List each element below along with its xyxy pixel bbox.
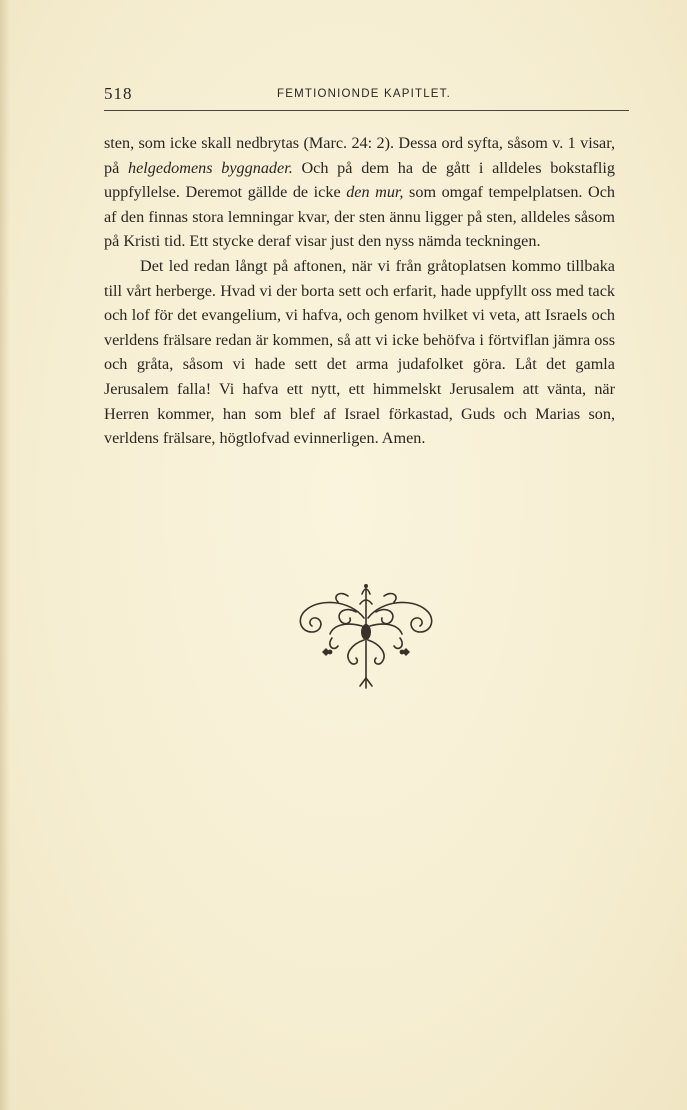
page-number: 518 (104, 84, 133, 103)
body-text (104, 131, 615, 451)
running-head: FEMTIONIONDE KAPITLET. (277, 88, 452, 100)
floral-scroll-ornament-icon (290, 582, 442, 690)
paragraph-1-text-c: Och på dem ha de gått i alldeles bokstaflig uppfyllelse. Deremot gällde de icke (104, 158, 615, 202)
page-header (104, 84, 629, 112)
paragraph-1-text-e: som omgaf tempelplatsen. Och af den finnas stora lemningar kvar, der sten ännu ligger på sten, alldeles såsom på Kristi tid. Ett stycke deraf visar just den nyss nämda teckningen. (104, 183, 615, 251)
header-rule (104, 110, 629, 111)
paragraph-1 (104, 131, 615, 254)
paragraph-1-italic-d: den mur, (346, 183, 404, 202)
page-edge-shadow (0, 0, 10, 1110)
paragraph-1-text-a: sten, som icke skall nedbrytas (Marc. 24: 2). Dessa ord syfta, såsom v. 1 visar, på (104, 134, 615, 177)
paragraph-2 (104, 254, 615, 451)
paragraph-1-italic-b: helgedomens byggnader. (128, 158, 293, 177)
paragraph-2-text: Det led redan långt på aftonen, när vi från gråtoplatsen kommo tillbaka till vårt herberge. Hvad vi der borta sett och erfarit, hade uppfyllt oss med tack och lof för det evangelium, vi hafva, och genom hvilket vi veta, att Israels och verldens frälsare redan är kommen, så att vi icke behöfva i förtviflan jämra oss och gråta, såsom vi hade sett det arma judafolket göra. Låt det gamla Jerusalem falla! Vi hafva ett nytt, ett himmelskt Jerusalem att vänta, när Herren kommer, han som blef af Israel förkastad, Guds och Marias son, verldens frälsare, högtlofvad evinnerligen. Amen. (104, 256, 615, 448)
